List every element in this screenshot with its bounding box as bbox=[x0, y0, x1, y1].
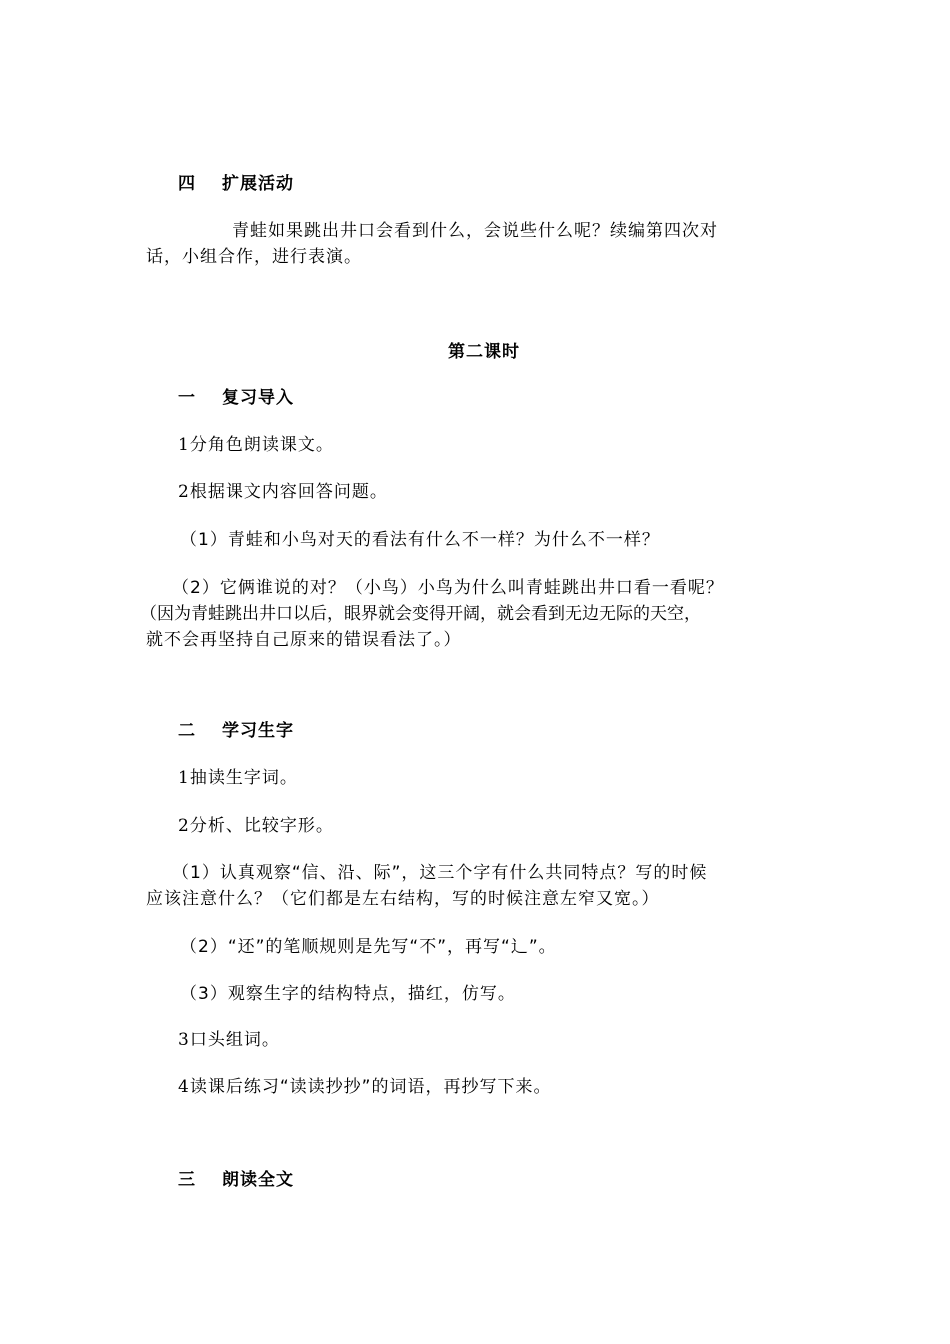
part1-item1-text: 分角色朗读课文。 bbox=[189, 435, 334, 455]
section4-heading-text: 扩展活动 bbox=[222, 174, 294, 194]
part2-item4-text: 读课后练习“读读抄抄”的词语，再抄写下来。 bbox=[189, 1077, 552, 1097]
section4-paragraph-line1: 青蛙如果跳出井口会看到什么，会说些什么呢？续编第四次对 bbox=[232, 221, 718, 241]
part2-sub3: （3）观察生字的结构特点，描红，仿写。 bbox=[180, 984, 516, 1004]
part3-heading bbox=[178, 1168, 294, 1192]
part1-heading bbox=[178, 386, 294, 410]
section4-heading bbox=[178, 172, 294, 196]
part1-item2 bbox=[178, 480, 388, 504]
section4-heading-num: 四 bbox=[178, 174, 196, 194]
part2-item3-num: 3 bbox=[178, 1030, 190, 1050]
part2-item1-num: 1 bbox=[178, 768, 190, 788]
part2-heading bbox=[178, 719, 294, 743]
part2-item4-num: 4 bbox=[178, 1077, 190, 1097]
part2-sub2: （2）“还”的笔顺规则是先写“不”，再写“辶”。 bbox=[180, 937, 557, 957]
part1-question2-line3: 就不会再坚持自己原来的错误看法了。） bbox=[146, 630, 462, 650]
part2-item2-text: 分析、比较字形。 bbox=[189, 816, 334, 836]
part2-heading-text: 学习生字 bbox=[222, 721, 294, 741]
part2-item3 bbox=[178, 1028, 280, 1052]
part1-heading-text: 复习导入 bbox=[222, 388, 294, 408]
part1-item2-num: 2 bbox=[178, 482, 190, 502]
part1-question1: （1）青蛙和小鸟对天的看法有什么不一样？为什么不一样？ bbox=[180, 530, 660, 550]
part2-item2 bbox=[178, 814, 334, 838]
part1-item2-text: 根据课文内容回答问题。 bbox=[189, 482, 388, 502]
part2-item4 bbox=[178, 1075, 551, 1099]
section4-paragraph-line2: 话，小组合作，进行表演。 bbox=[146, 247, 362, 267]
part2-item1-text: 抽读生字词。 bbox=[189, 768, 298, 788]
part1-heading-num: 一 bbox=[178, 388, 196, 408]
part1-question2-line1: （2）它俩谁说的对？（小鸟）小鸟为什么叫青蛙跳出井口看一看呢？ bbox=[172, 578, 724, 598]
part3-heading-num: 三 bbox=[178, 1170, 196, 1190]
part2-sub1-line2: 应该注意什么？（它们都是左右结构，写的时候注意左窄又宽。） bbox=[146, 889, 660, 909]
part1-item1 bbox=[178, 433, 334, 457]
part3-heading-text: 朗读全文 bbox=[222, 1170, 294, 1190]
part2-item1 bbox=[178, 766, 298, 790]
part2-item2-num: 2 bbox=[178, 816, 190, 836]
part2-item3-text: 口头组词。 bbox=[189, 1030, 280, 1050]
part1-item1-num: 1 bbox=[178, 435, 190, 455]
lesson2-title: 第二课时 bbox=[448, 342, 520, 362]
part2-sub1-line1: （1）认真观察“信、沿、际”，这三个字有什么共同特点？写的时候 bbox=[172, 863, 708, 883]
part2-heading-num: 二 bbox=[178, 721, 196, 741]
part1-question2-line2: （因为青蛙跳出井口以后，眼界就会变得开阔，就会看到无边无际的天空， bbox=[140, 604, 701, 624]
